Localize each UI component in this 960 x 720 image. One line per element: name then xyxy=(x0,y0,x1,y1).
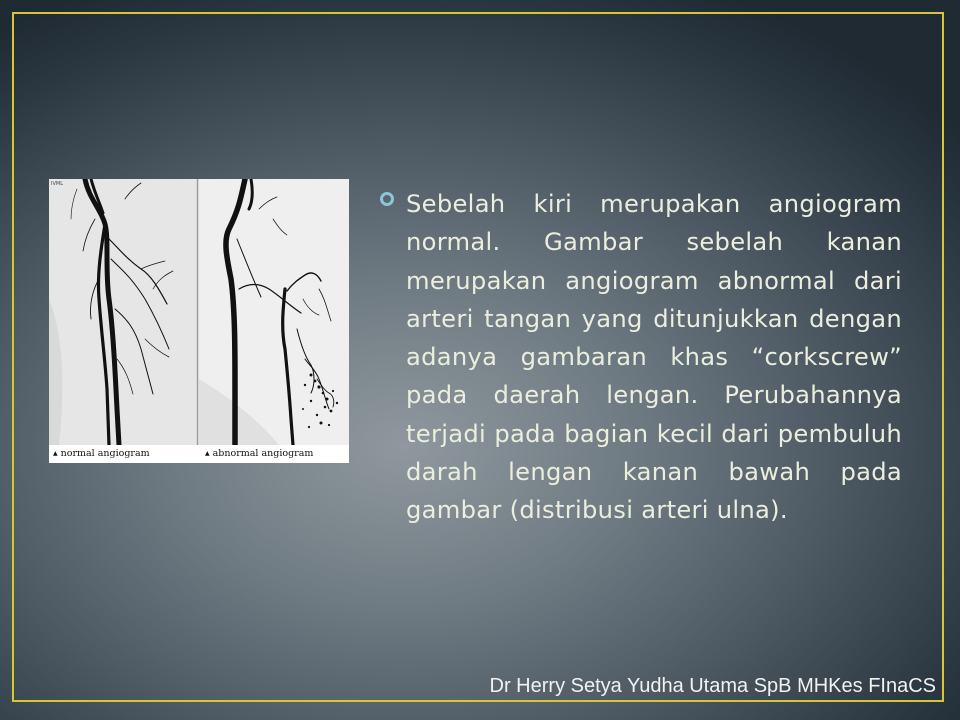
bullet-paragraph xyxy=(380,185,902,530)
caption-abnormal-label: abnormal angiogram xyxy=(212,448,314,459)
triangle-marker-icon: ▲ xyxy=(205,450,210,457)
body-text: Sebelah kiri merupakan angiogram normal. Gambar sebelah kanan merupakan angiogram abnormal dari arteri tangan yang ditunjukkan dengan adanya gambaran khas “corkscrew” pada daerah lengan. Perubahannya terjadi pada bagian kecil dari pembuluh darah lengan kanan bawah pada gambar (distribusi arteri ulna). xyxy=(406,190,902,525)
angiogram-image xyxy=(49,179,349,463)
caption-abnormal xyxy=(205,448,313,459)
corner-mark: IVML xyxy=(51,181,63,187)
caption-normal xyxy=(53,448,150,459)
angiogram-caption xyxy=(49,445,349,463)
hollow-circle-bullet-icon xyxy=(380,192,394,206)
triangle-marker-icon: ▲ xyxy=(53,450,58,457)
caption-normal-label: normal angiogram xyxy=(60,448,150,459)
angiogram-figure xyxy=(49,179,349,445)
author-footer: Dr Herry Setya Yudha Utama SpB MHKes FInaCS xyxy=(489,675,936,697)
